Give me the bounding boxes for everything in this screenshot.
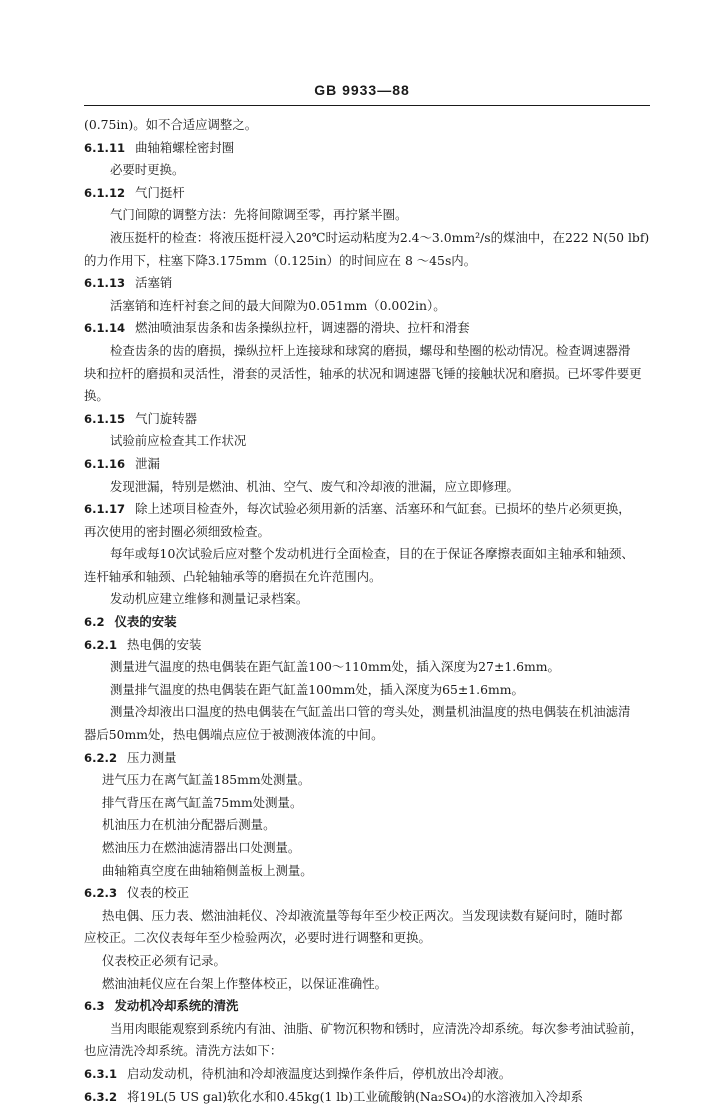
text-line <box>84 385 650 408</box>
section-title: 泄漏 <box>135 455 160 471</box>
paragraph-text: 必要时更换。 <box>110 162 185 178</box>
section-title: 仪表的安装 <box>114 614 177 630</box>
paragraph-text: 仪表校正必须有记录。 <box>102 952 226 968</box>
section-heading <box>84 1063 650 1086</box>
text-line <box>84 250 650 273</box>
section-title: 曲轴箱螺栓密封圈 <box>135 139 235 155</box>
text-line <box>84 340 650 363</box>
text-line <box>84 543 650 566</box>
section-title: 热电偶的安装 <box>127 636 202 652</box>
text-line <box>84 114 650 137</box>
text-line <box>84 588 650 611</box>
paragraph-text: 换。 <box>84 388 109 404</box>
text-line <box>84 295 650 318</box>
section-number: 6.1.17 <box>84 502 126 517</box>
paragraph-text: 测量冷却液出口温度的热电偶装在气缸盖出口管的弯头处，测量机油温度的热电偶装在机油滤清 <box>110 704 631 720</box>
section-title: 气门挺杆 <box>135 184 185 200</box>
paragraph-text: 气门间隙的调整方法：先将间隙调至零，再拧紧半圈。 <box>110 207 408 223</box>
paragraph-text: 燃油油耗仪应在台架上作整体校正，以保证准确性。 <box>102 975 387 991</box>
section-title: 气门旋转器 <box>135 410 198 426</box>
paragraph-text: 活塞销和连杆衬套之间的最大间隙为0.051mm（0.002in）。 <box>110 297 446 313</box>
text-line <box>84 430 650 453</box>
paragraph-text: 检查齿条的齿的磨损，操纵拉杆上连接球和球窝的磨损，螺母和垫圈的松动情况。检查调速器滑 <box>110 342 631 358</box>
section-heading <box>84 995 650 1018</box>
paragraph-text: 应校正。二次仪表每年至少检验两次，必要时进行调整和更换。 <box>84 930 431 946</box>
page-header: GB 9933—88 <box>314 82 410 98</box>
paragraph-text: 也应清洗冷却系统。清洗方法如下： <box>84 1043 283 1059</box>
section-title: 仪表的校正 <box>127 885 189 901</box>
paragraph-text: 曲轴箱真空度在曲轴箱侧盖板上测量。 <box>102 862 313 878</box>
paragraph-text: 热电偶、压力表、燃油油耗仪、冷却液流量等每年至少校正两次。当发现读数有疑问时，随时都 <box>102 907 623 923</box>
paragraph-text: 块和拉杆的磨损和灵活性，滑套的灵活性，轴承的状况和调速器飞锤的接触状况和磨损。已坏零件要更 <box>84 365 642 381</box>
section-title: 活塞销 <box>135 275 173 291</box>
section-title: 燃油喷油泵齿条和齿条操纵拉杆，调速器的滑块、拉杆和滑套 <box>135 320 470 336</box>
paragraph-text: 进气压力在离气缸盖185mm处测量。 <box>102 772 311 788</box>
section-heading <box>84 272 650 295</box>
section-heading <box>84 882 650 905</box>
section-heading <box>84 634 650 657</box>
text-line <box>84 701 650 724</box>
text-line <box>84 566 650 589</box>
paragraph-text: 再次使用的密封圈必须细致检查。 <box>84 523 270 539</box>
section-title: 将19L(5 US gal)软化水和0.45kg(1 lb)工业硫酸钠(Na₂SO₄)的水溶液加入冷却系 <box>127 1088 583 1104</box>
section-number: 6.1.16 <box>84 456 126 471</box>
text-line <box>84 1018 650 1041</box>
section-number: 6.2 <box>84 615 105 630</box>
paragraph-text: 发现泄漏，特别是燃油、机油、空气、废气和冷却液的泄漏，应立即修理。 <box>110 478 519 494</box>
section-title: 发动机冷却系统的清洗 <box>114 998 239 1014</box>
section-heading <box>84 317 650 340</box>
paragraph-text: 发动机应建立维修和测量记录档案。 <box>110 591 309 607</box>
paragraph-text: (0.75in)。如不合适应调整之。 <box>84 117 258 132</box>
text-line <box>84 724 650 747</box>
section-heading <box>84 611 650 634</box>
text-line <box>84 792 650 815</box>
paragraph-text: 液压挺杆的检查：将液压挺杆浸入20℃时运动粘度为2.4～3.0mm²/s的煤油中，在222 N(50 lbf) <box>110 229 650 245</box>
text-line <box>84 927 650 950</box>
section-number: 6.2.1 <box>84 637 118 652</box>
section-title: 启动发动机，待机油和冷却液温度达到操作条件后，停机放出冷却液。 <box>127 1065 512 1081</box>
paragraph-text: 每年或每10次试验后应对整个发动机进行全面检查，目的在于保证各摩擦表面如主轴承和轴颈、 <box>110 546 634 562</box>
paragraph-text: 燃油压力在燃油滤清器出口处测量。 <box>102 840 301 855</box>
section-title: 压力测量 <box>127 749 177 765</box>
section-heading <box>84 1086 650 1108</box>
section-heading <box>84 408 650 431</box>
section-number: 6.1.14 <box>84 321 126 336</box>
text-line <box>84 905 650 928</box>
document-body <box>84 114 650 1108</box>
paragraph-text: 器后50mm处，热电偶端点应位于被测液体流的中间。 <box>84 727 384 743</box>
paragraph-text: 测量排气温度的热电偶装在距气缸盖100mm处，插入深度为65±1.6mm。 <box>110 681 524 697</box>
section-heading <box>84 137 650 160</box>
text-line <box>84 950 650 973</box>
text-line <box>84 837 650 860</box>
text-line <box>84 679 650 702</box>
paragraph-text: 机油压力在机油分配器后测量。 <box>102 817 276 833</box>
paragraph-text: 试验前应检查其工作状况 <box>110 433 247 449</box>
paragraph-text: 测量进气温度的热电偶装在距气缸盖100～110mm处，插入深度为27±1.6mm。 <box>110 659 560 675</box>
text-line <box>84 656 650 679</box>
section-number: 6.3 <box>84 999 105 1014</box>
section-heading <box>84 498 650 521</box>
section-number: 6.3.1 <box>84 1066 118 1081</box>
section-number: 6.1.12 <box>84 185 126 200</box>
section-heading <box>84 747 650 770</box>
section-heading <box>84 453 650 476</box>
text-line <box>84 973 650 996</box>
section-number: 6.1.11 <box>84 140 126 155</box>
section-number: 6.2.2 <box>84 750 118 765</box>
text-line <box>84 204 650 227</box>
paragraph-text: 连杆轴承和轴颈、凸轮轴轴承等的磨损在允许范围内。 <box>84 568 382 584</box>
text-line <box>84 227 650 250</box>
section-number: 6.3.2 <box>84 1089 118 1104</box>
text-line <box>84 476 650 499</box>
text-line <box>84 1040 650 1063</box>
text-line <box>84 363 650 386</box>
text-line <box>84 860 650 883</box>
text-line <box>84 521 650 544</box>
text-line <box>84 159 650 182</box>
paragraph-text: 的力作用下，柱塞下降3.175mm（0.125in）的时间应在 8 ～45s内。 <box>84 252 477 268</box>
text-line <box>84 769 650 792</box>
header-rule <box>84 105 650 106</box>
section-heading <box>84 182 650 205</box>
section-number: 6.2.3 <box>84 886 118 901</box>
paragraph-text: 排气背压在离气缸盖75mm处测量。 <box>102 794 303 810</box>
section-number: 6.1.15 <box>84 411 126 426</box>
paragraph-text: 当用肉眼能观察到系统内有油、油脂、矿物沉积物和锈时，应清洗冷却系统。每次参考油试验前， <box>110 1020 643 1036</box>
section-title: 除上述项目检查外，每次试验必须用新的活塞、活塞环和气缸套。已损坏的垫片必须更换， <box>135 501 631 517</box>
section-number: 6.1.13 <box>84 276 126 291</box>
text-line <box>84 814 650 837</box>
